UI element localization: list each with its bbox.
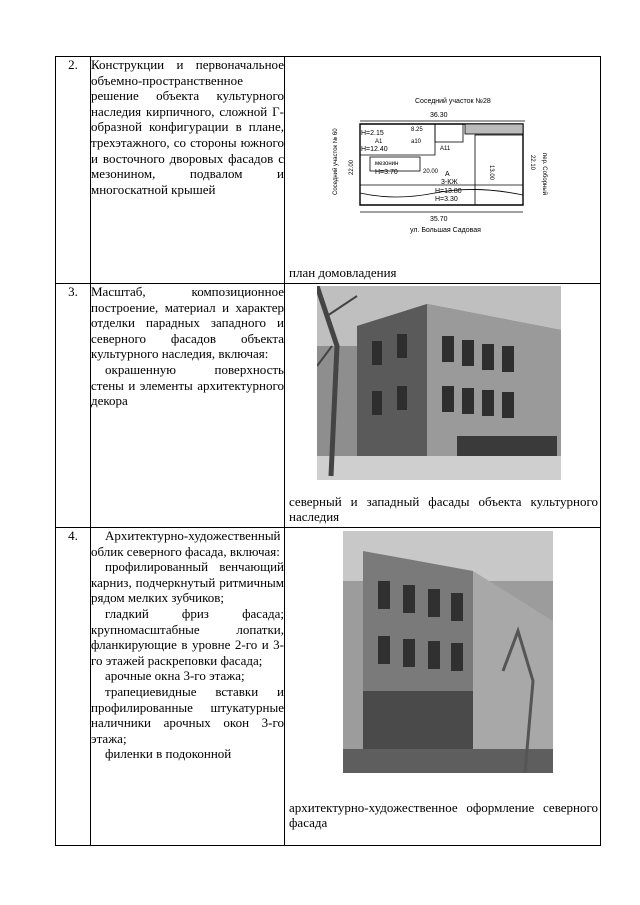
plan-dim-small: 8.25: [411, 127, 423, 133]
plan-a10: а10: [411, 139, 422, 145]
monument-table: [55, 56, 601, 846]
illustration-cell: [285, 284, 601, 528]
plan-dim-top: 36.30: [430, 112, 448, 119]
image-caption: план домовладения: [289, 265, 397, 281]
plan-dim-right: 22.10: [529, 155, 535, 171]
plan-block-a: А: [445, 171, 450, 178]
facade-photo-north-west: [317, 286, 561, 480]
row-description: [91, 57, 285, 284]
table-row: [56, 284, 601, 528]
facade-photo-north: [343, 531, 553, 773]
image-caption: северный и западный фасады объекта культурного наследия: [289, 493, 598, 525]
illustration-cell: [285, 528, 601, 846]
description-paragraph: окрашенную поверхность стены и элементы архитектурного декора: [91, 361, 284, 409]
plan-dim-mid: 20.00: [423, 169, 439, 175]
description-paragraph: профилированный венчающий карниз, подчеркнутый ритмичным рядом мелких зубчиков;: [91, 559, 284, 606]
plan-label-left-neighbor: Соседний участок № 60: [333, 128, 339, 195]
description-paragraph: гладкий фриз фасада; крупномасштабные лопатки, фланкирующие в уровне 2-го и 3-го этажей раскреповки фасада;: [91, 605, 284, 668]
table-row: [56, 528, 601, 846]
site-plan-drawing: [315, 95, 555, 245]
plan-dim-inner: 13.00: [488, 165, 494, 181]
plan-h2: Н=12.40: [361, 146, 388, 153]
plan-a1: А1: [375, 139, 383, 145]
plan-label-top-neighbor: Соседний участок №28: [415, 98, 491, 105]
row-number: 4.: [56, 528, 91, 846]
plan-mezzanine: мезонин: [375, 161, 399, 167]
table-row: [56, 57, 601, 284]
plan-h-low: Н=3.30: [435, 196, 458, 203]
description-paragraph: филенки в подоконной: [105, 746, 232, 762]
plan-dim-bottom: 35.70: [430, 216, 448, 223]
plan-a11: А11: [440, 146, 451, 152]
image-caption: архитектурно-художественное оформление северного фасада: [289, 799, 598, 831]
description-paragraph: Масштаб, композиционное построение, материал и характер отделки парадных западного и северного фасадов объекта культурного наследия, включая:: [91, 284, 284, 362]
description-paragraph: арочные окна 3-го этажа;: [105, 668, 245, 684]
plan-h1: Н=2.15: [361, 130, 384, 137]
plan-dim-left: 22.00: [349, 159, 355, 175]
illustration-cell: [285, 57, 601, 284]
description-paragraph: Конструкции и первоначальное объемно-пространственное решение объекта культурного наследия кирпичного, сложной Г-образной конфигурации в плане, трехэтажного, со стороны южного и восточного дворовых фасадов с мезонином, подвалом и многоскатной крышей: [91, 57, 284, 197]
row-number: 2.: [56, 57, 91, 284]
plan-floors: 3-КЖ: [441, 179, 458, 186]
plan-h-mezzanine: Н=3.70: [375, 169, 398, 176]
description-paragraph: Архитектурно-художественный облик северного фасада, включая:: [91, 528, 281, 559]
row-description: [91, 528, 285, 846]
row-description: [91, 284, 285, 528]
description-paragraph: трапециевидные вставки и профилированные штукатурные наличники арочных окон 3-го этажа;: [91, 683, 284, 746]
plan-label-right-street: пер. Соборный: [541, 153, 547, 196]
plan-h-main: Н=13.80: [435, 188, 462, 195]
plan-label-bottom-street: ул. Большая Садовая: [410, 227, 481, 234]
row-number: 3.: [56, 284, 91, 528]
